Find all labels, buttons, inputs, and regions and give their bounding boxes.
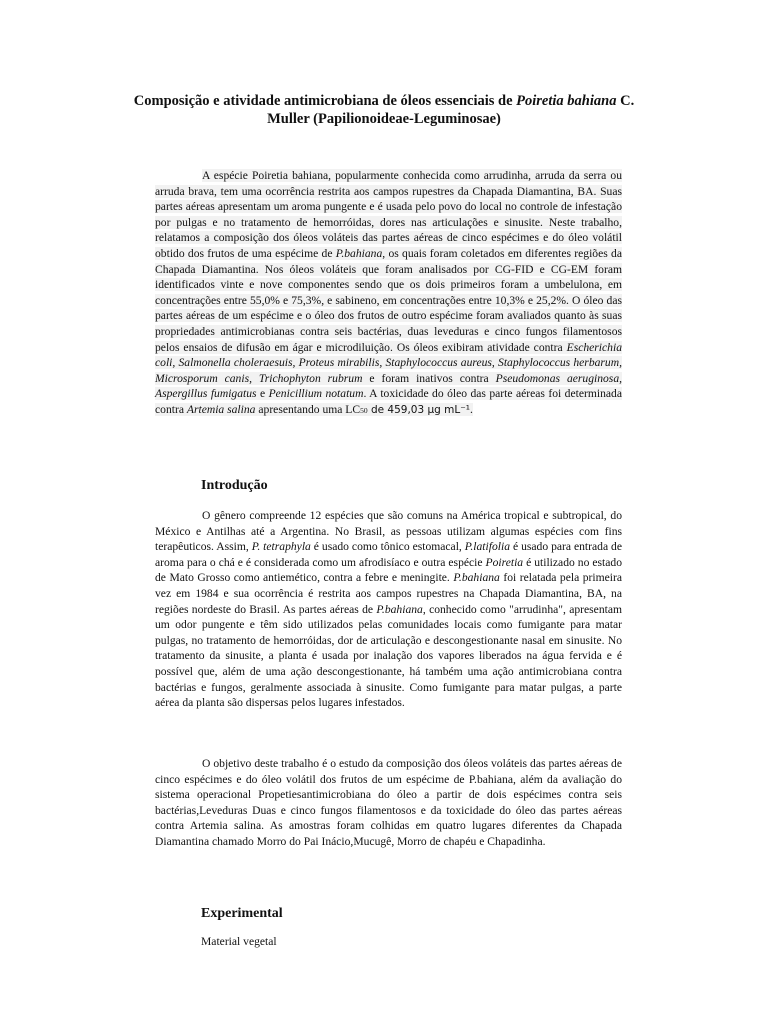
- title-text: Composição e atividade antimicrobiana de óleos essenciais de: [133, 93, 517, 109]
- intro-species-tetraphyla: P. tetraphyla: [251, 540, 311, 554]
- abstract-species-1: P.bahiana: [335, 246, 383, 260]
- abstract-text-5: . A toxicidade do óleo das parte aéreas foi determinada contra: [155, 387, 622, 416]
- intro-text-6: , conhecido como "arrudinha", apresentam um odor pungente e têm sido utilizados pelas comunidades locais como fumigante para matar pulgas, no tratamento de hemorróidas, dor de articulação e descongestionante nasal em sinusite. No tratamento da sinusite, a planta é usada por inalação dos vapores liberados na água fervida e é possível que, além de uma ação descongestionante, há também uma ação antimicrobiana contra bactérias e fungos, geralmente associada à sinusite. Como fumigante para matar pulgas, a parte aérea da planta são dispersas pelos lugares infestados.: [155, 602, 622, 710]
- intro-species-bahiana-2: P.bahiana: [376, 602, 423, 616]
- intro-paragraph-1: [155, 508, 622, 711]
- title-text-end: C. Muller (Papilionoideae-Leguminosae): [267, 93, 635, 127]
- abstract-text-3: e foram inativos contra: [362, 371, 496, 385]
- abstract-lc-subscript: 50: [360, 405, 368, 415]
- abstract-text: [155, 169, 622, 416]
- section-heading-introducao: Introdução: [201, 478, 268, 493]
- abstract-organisms-inactive: Pseudomonas aeruginosa, Aspergillus fumigatus: [155, 371, 623, 401]
- intro-text-3: é usado para entrada de aroma para o chá e é considerada como um afrodisíaco e outra espécie: [155, 540, 622, 569]
- title-species: Poiretia bahiana: [516, 93, 617, 109]
- subsection-heading-material-vegetal: Material vegetal: [201, 935, 277, 948]
- intro-species-latifolia: P.latifolia: [464, 540, 510, 554]
- intro-text-4: é utilizado no estado de Mato Grosso como antiemético, contra a febre e meningite.: [155, 555, 622, 585]
- abstract-organism-artemia: Artemia salina: [186, 402, 256, 416]
- intro-genus-poiretia: Poiretia: [485, 555, 524, 569]
- abstract-text-4: e: [256, 387, 269, 401]
- section-heading-experimental: Experimental: [201, 906, 283, 921]
- intro-text-5: foi relatada pela primeira vez em 1984 e sua ocorrência é restrita aos campos rupestres na Chapada Diamantina, BA, na regiões nordeste do Brasil. As partes aéreas de: [155, 571, 622, 616]
- intro-species-bahiana-1: P.bahiana: [453, 571, 500, 585]
- intro-paragraph-2: O objetivo deste trabalho é o estudo da composição dos óleos voláteis das partes aéreas de cinco espécimes e do óleo volátil dos frutos de um espécime de P.bahiana, além da avaliação do sistema operacional Propetiesantimicrobiana do óleo a partir de dois espécimes contra seis bactérias,Leveduras Duas e cinco fungos filamentosos e da toxicidade do óleo das partes aéreas contra Artemia salina. As amostras foram colhidas em quatro lugares diferentes da Chapada Diamantina chamado Morro do Pai Inácio,Mucugê, Morro de chapéu e Chapadinha.: [155, 757, 622, 848]
- abstract-organisms-active: Escherichia coli, Salmonella choleraesuis, Proteus mirabilis, Staphylococcus aureus, Staphylococcus herbarum, Microsporum canis, Trichophyton rubrum: [155, 340, 622, 385]
- paper-title: [120, 92, 648, 128]
- abstract-lc-value: de 459,03 µg mL⁻¹: [367, 403, 471, 416]
- intro-text-1: O gênero compreende 12 espécies que são comuns na América tropical e subtropical, do México e Antilhas até a Argentina. No Brasil, as pessoas utilizam algumas espécies com fins terapêuticos. Assim,: [155, 509, 622, 554]
- abstract-text-6: apresentando uma LC: [255, 402, 361, 416]
- abstract-text-2: , os quais foram coletados em diferentes regiões da Chapada Diamantina. Nos óleos voláteis que foram analisados por CG-FID e CG-EM foram identificados vinte e nove componentes sendo que os dois primeiros foram a umbelulona, em concentrações entre 55,0% e 75,3%, e sabineno, em concentrações entre 10,3% e 25,2%. O óleo das partes aéreas de um espécime e o óleo dos frutos de outro espécime foram avaliados quanto às suas propriedades antimicrobianas contra seis bactérias, duas leveduras e cinco fungos filamentosos pelos ensaios de difusão em ágar e microdiluição. Os óleos exibiram atividade contra: [155, 246, 622, 354]
- abstract-organism-penicillium: Penicillium notatum: [268, 387, 364, 401]
- abstract-text-7: .: [470, 402, 473, 416]
- intro-text-2: é usado como tônico estomacal,: [310, 540, 465, 554]
- abstract-text-1: A espécie Poiretia bahiana, popularmente conhecida como arrudinha, arruda da serra ou arruda brava, tem uma ocorrência restrita aos campos rupestres da Chapada Diamantina, BA. Suas partes aéreas apresentam um aroma pungente e é usada pelo povo do local no controle de infestação por pulgas e no tratamento de hemorróidas, dores nas articulações e sinusite. Neste trabalho, relatamos a composição dos óleos voláteis das partes aéreas de cinco espécimes e do óleo volátil obtido dos frutos de uma espécime de: [155, 169, 622, 260]
- abstract: [155, 168, 622, 419]
